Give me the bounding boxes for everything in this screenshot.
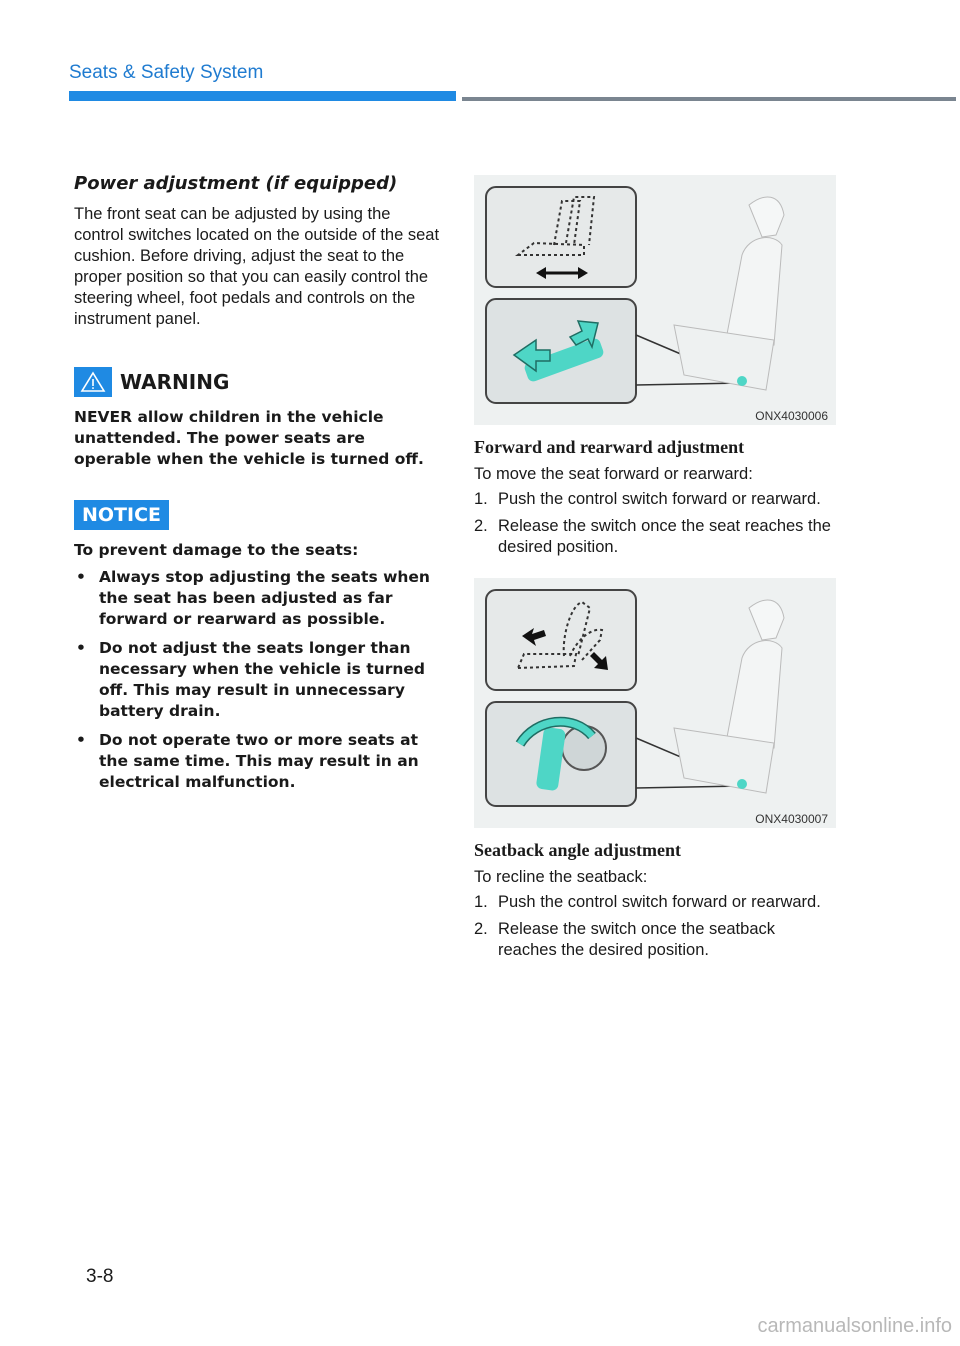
header-divider-bar bbox=[462, 97, 956, 101]
notice-list bbox=[74, 567, 444, 793]
warning-heading bbox=[74, 367, 444, 397]
step-number: 2. bbox=[474, 920, 488, 938]
seatback-recline-diagram bbox=[474, 578, 836, 828]
list-item bbox=[74, 730, 444, 793]
warning-label: WARNING bbox=[120, 370, 230, 394]
header-accent-bar bbox=[69, 91, 456, 101]
steps-list bbox=[474, 489, 838, 558]
section-header-title: Seats & Safety System bbox=[69, 62, 264, 83]
step-text: Push the control switch forward or rearward. bbox=[498, 490, 821, 508]
warning-triangle-icon bbox=[74, 367, 112, 397]
list-item-text: Do not operate two or more seats at the same time. This may result in an electrical malfunction. bbox=[99, 731, 419, 791]
bullet: • bbox=[76, 568, 86, 586]
list-item bbox=[74, 638, 444, 722]
subsection-intro: To recline the seatback: bbox=[474, 868, 648, 886]
figure-code: ONX4030007 bbox=[755, 812, 828, 826]
section-title: Power adjustment (if equipped) bbox=[74, 173, 398, 194]
list-item-text: Do not adjust the seats longer than necessary when the vehicle is turned off. This may result in unnecessary battery drain. bbox=[99, 639, 425, 720]
list-item bbox=[474, 919, 838, 961]
list-item bbox=[474, 489, 838, 510]
list-item bbox=[474, 516, 838, 558]
warning-text: NEVER allow children in the vehicle unattended. The power seats are operable when the vehicle is turned off. bbox=[74, 408, 424, 468]
intro-paragraph: The front seat can be adjusted by using the control switches located on the outside of the seat cushion. Before driving, adjust the seat to the proper position so that you can easily control the steering wheel, foot pedals and controls on the instrument panel. bbox=[74, 205, 440, 328]
watermark: carmanualsonline.info bbox=[757, 1315, 952, 1337]
list-item bbox=[74, 567, 444, 630]
subsection-title: Forward and rearward adjustment bbox=[474, 437, 745, 457]
left-column bbox=[74, 173, 444, 801]
seatback-recline-illustration bbox=[474, 578, 836, 828]
step-text: Release the switch once the seat reaches the desired position. bbox=[498, 517, 831, 556]
steps-list bbox=[474, 892, 838, 961]
seat-slide-diagram bbox=[474, 175, 836, 425]
subsection-title: Seatback angle adjustment bbox=[474, 840, 682, 860]
page-number: 3-8 bbox=[86, 1266, 114, 1287]
step-number: 1. bbox=[474, 893, 488, 911]
step-number: 1. bbox=[474, 490, 488, 508]
list-item bbox=[474, 892, 838, 913]
step-text: Release the switch once the seatback reaches the desired position. bbox=[498, 920, 775, 959]
bullet: • bbox=[76, 639, 86, 657]
bullet: • bbox=[76, 731, 86, 749]
seat-slide-illustration bbox=[474, 175, 836, 425]
step-text: Push the control switch forward or rearward. bbox=[498, 893, 821, 911]
notice-intro: To prevent damage to the seats: bbox=[74, 541, 359, 559]
list-item-text: Always stop adjusting the seats when the seat has been adjusted as far forward or rearward as possible. bbox=[99, 568, 430, 628]
subsection-intro: To move the seat forward or rearward: bbox=[474, 465, 753, 483]
right-column bbox=[474, 175, 838, 967]
figure-code: ONX4030006 bbox=[755, 409, 828, 423]
step-number: 2. bbox=[474, 517, 488, 535]
notice-badge: NOTICE bbox=[74, 500, 169, 530]
